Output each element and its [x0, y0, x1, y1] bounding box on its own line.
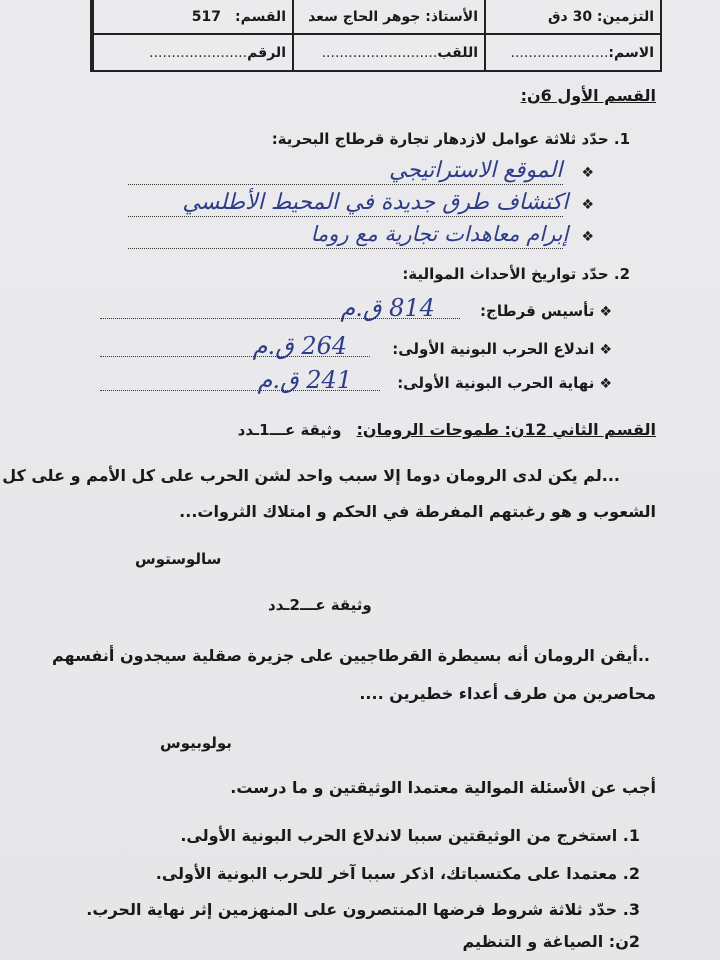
name-cell: الاسم: ...................... — [484, 35, 660, 70]
doc2-author: بولوبيوس — [160, 734, 232, 752]
surname-cell: اللقب .......................... — [292, 35, 484, 70]
event-1-label: تأسيس قرطاج: — [480, 302, 595, 320]
answer-line-1 — [128, 184, 563, 185]
surname-label: اللقب — [437, 44, 478, 61]
handwritten-answer-1: الموقع الاستراتيجي — [388, 158, 563, 183]
doc1-text-line-2: الشعوب و هو رغبتهم المفرطة في الحكم و امتلاك الثروات... — [179, 502, 656, 521]
part2-instruction: أجب عن الأسئلة الموالية معتمدا الوثيقتين و ما درست. — [230, 778, 656, 797]
part1-question-2: 2. حدّد تواريخ الأحداث الموالية: — [402, 265, 630, 283]
part2-title: القسم الثاني 12ن: طموحات الرومان: — [356, 420, 656, 439]
header-row-top — [92, 0, 660, 35]
doc2-label: وثيقة عـــ2ـدد — [268, 596, 372, 614]
event-line-3 — [100, 390, 380, 391]
section-value: 517 — [191, 8, 222, 25]
handwritten-answer-2: اكتشاف طرق جديدة في المحيط الأطلسي — [182, 190, 569, 215]
bullet-icon: ❖ — [581, 197, 594, 213]
teacher-cell — [292, 0, 484, 33]
number-label: الرقم — [247, 44, 286, 61]
bullet-icon: ❖ — [599, 342, 612, 358]
bullet-icon: ❖ — [581, 165, 594, 181]
teacher-name: الأستاذ: جوهر الحاج سعد — [308, 8, 478, 25]
handwritten-answer-3: إبرام معاهدات تجارية مع روما — [310, 222, 569, 246]
answer-2-row — [182, 190, 594, 215]
doc1-author: سالوستوس — [135, 550, 222, 568]
time-cell — [484, 0, 660, 33]
exam-header-table — [90, 0, 662, 72]
answer-1-row — [389, 158, 594, 183]
name-label: الاسم: — [608, 44, 654, 61]
section-label: القسم: — [235, 8, 286, 25]
bullet-icon: ❖ — [599, 304, 612, 320]
bullet-icon: ❖ — [581, 229, 594, 245]
event-3-answer: 241 ق.م — [257, 366, 353, 394]
doc2-text-line-2: محاصرين من طرف أعداء خطيرين .... — [359, 684, 656, 703]
part2-question-2: 2. معتمدا على مكتسباتك، اذكر سببا آخر للحرب البونية الأولى. — [155, 864, 640, 883]
event-line-2 — [100, 356, 370, 357]
answer-3-row — [311, 222, 594, 246]
header-row-bottom — [92, 35, 660, 70]
section-cell — [92, 0, 292, 33]
answer-line-2 — [128, 216, 563, 217]
event-line-1 — [100, 318, 460, 319]
part2-question-3: 3. حدّد ثلاثة شروط فرضها المنتصرون على المنهزمين إثر نهاية الحرب. — [86, 900, 640, 919]
part2-question-1: 1. استخرج من الوثيقتين سببا لاندلاع الحرب البونية الأولى. — [180, 826, 640, 845]
number-cell: الرقم .......... ............ — [92, 35, 292, 70]
part2-footer: 2ن: الصياغة و التنظيم — [462, 932, 640, 951]
doc1-label: وثيقة عـــ1ـدد — [237, 421, 342, 439]
event-2-answer: 264 ق.م — [252, 332, 348, 360]
part1-title: القسم الأول 6ن: — [520, 86, 656, 105]
answer-line-3 — [128, 248, 563, 249]
bullet-icon: ❖ — [599, 376, 612, 392]
doc1-text-line-1: ...لم يكن لدى الرومان دوما إلا سبب واحد لشن الحرب على كل الأمم و على كل — [2, 466, 620, 485]
event-1-answer: 814 ق.م — [340, 294, 435, 322]
doc2-text-line-1: ..أيقن الرومان أنه بسيطرة القرطاجيين على جزيرة صقلية سيجدون أنفسهم — [51, 646, 650, 665]
event-2-label: اندلاع الحرب البونية الأولى: — [392, 340, 595, 358]
part2-header-row — [238, 420, 656, 439]
exam-time: التزمين: 30 دق — [548, 8, 654, 25]
part1-question-1: 1. حدّد ثلاثة عوامل لازدهار تجارة قرطاج البحرية: — [271, 130, 630, 148]
event-3-label: نهاية الحرب البونية الأولى: — [397, 374, 595, 392]
